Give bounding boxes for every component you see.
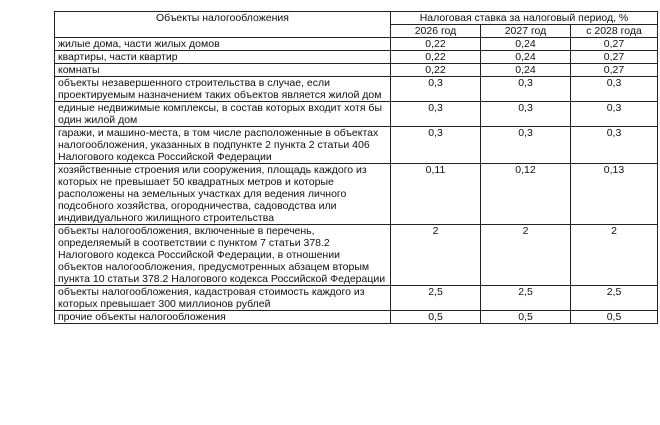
rate-cell-2027: 0,3 xyxy=(481,127,571,164)
year-header-2026: 2026 год xyxy=(391,25,481,38)
table-row xyxy=(55,164,658,225)
rate-cell-2028: 0,13 xyxy=(571,164,658,225)
rate-group-header: Налоговая ставка за налоговый период, % xyxy=(391,12,658,25)
table-row xyxy=(55,102,658,127)
rate-cell-2028: 2 xyxy=(571,225,658,286)
object-cell: объекты налогообложения, включенные в перечень, определяемый в соответствии с пунктом 7 статьи 378.2 Налогового кодекса Российской Федерации, в отношении объектов налогообложения, предусмотренных абзацем вторым пункта 10 статьи 378.2 Налогового кодекса Российской Федерации xyxy=(55,225,391,286)
table-row xyxy=(55,286,658,311)
rate-cell-2026: 2 xyxy=(391,225,481,286)
rate-cell-2028: 0,3 xyxy=(571,77,658,102)
year-header-2028: с 2028 года xyxy=(571,25,658,38)
object-cell: объекты налогообложения, кадастровая стоимость каждого из которых превышает 300 миллионов рублей xyxy=(55,286,391,311)
rate-cell-2026: 0,3 xyxy=(391,102,481,127)
object-cell: комнаты xyxy=(55,64,391,77)
rate-cell-2028: 0,3 xyxy=(571,102,658,127)
table-row xyxy=(55,38,658,51)
rate-cell-2028: 0,3 xyxy=(571,127,658,164)
rate-cell-2027: 0,24 xyxy=(481,64,571,77)
table-row xyxy=(55,77,658,102)
rate-cell-2026: 0,22 xyxy=(391,51,481,64)
object-cell: объекты незавершенного строительства в случае, если проектируемым назначением таких объектов является жилой дом xyxy=(55,77,391,102)
year-header-2027: 2027 год xyxy=(481,25,571,38)
rate-cell-2028: 0,27 xyxy=(571,64,658,77)
rate-cell-2026: 0,22 xyxy=(391,64,481,77)
rate-cell-2027: 0,24 xyxy=(481,38,571,51)
rate-cell-2027: 2 xyxy=(481,225,571,286)
rate-cell-2027: 2,5 xyxy=(481,286,571,311)
tax-rate-table xyxy=(54,11,658,324)
rate-cell-2028: 2,5 xyxy=(571,286,658,311)
rate-cell-2028: 0,27 xyxy=(571,51,658,64)
table-row xyxy=(55,51,658,64)
rate-cell-2026: 0,22 xyxy=(391,38,481,51)
object-cell: жилые дома, части жилых домов xyxy=(55,38,391,51)
rate-cell-2027: 0,5 xyxy=(481,311,571,324)
rate-cell-2026: 0,3 xyxy=(391,127,481,164)
table-row xyxy=(55,225,658,286)
rate-cell-2026: 0,5 xyxy=(391,311,481,324)
table-row xyxy=(55,64,658,77)
rate-cell-2028: 0,5 xyxy=(571,311,658,324)
rate-cell-2026: 2,5 xyxy=(391,286,481,311)
table-row xyxy=(55,127,658,164)
rate-cell-2026: 0,11 xyxy=(391,164,481,225)
objects-header: Объекты налогообложения xyxy=(55,12,391,38)
rate-cell-2027: 0,3 xyxy=(481,77,571,102)
table-row xyxy=(55,311,658,324)
rate-cell-2027: 0,3 xyxy=(481,102,571,127)
object-cell: гаражи, и машино-места, в том числе расположенные в объектах налогообложения, указанных в подпункте 2 пункта 2 статьи 406 Налогового кодекса Российской Федерации xyxy=(55,127,391,164)
object-cell: хозяйственные строения или сооружения, площадь каждого из которых не превышает 50 квадратных метров и которые расположены на земельных участках для ведения личного подсобного хозяйства, огородничества, садоводства или индивидуального жилищного строительства xyxy=(55,164,391,225)
object-cell: квартиры, части квартир xyxy=(55,51,391,64)
object-cell: прочие объекты налогообложения xyxy=(55,311,391,324)
object-cell: единые недвижимые комплексы, в состав которых входит хотя бы один жилой дом xyxy=(55,102,391,127)
header-row-top xyxy=(55,12,658,25)
rate-cell-2028: 0,27 xyxy=(571,38,658,51)
rate-cell-2026: 0,3 xyxy=(391,77,481,102)
rate-cell-2027: 0,24 xyxy=(481,51,571,64)
rate-cell-2027: 0,12 xyxy=(481,164,571,225)
